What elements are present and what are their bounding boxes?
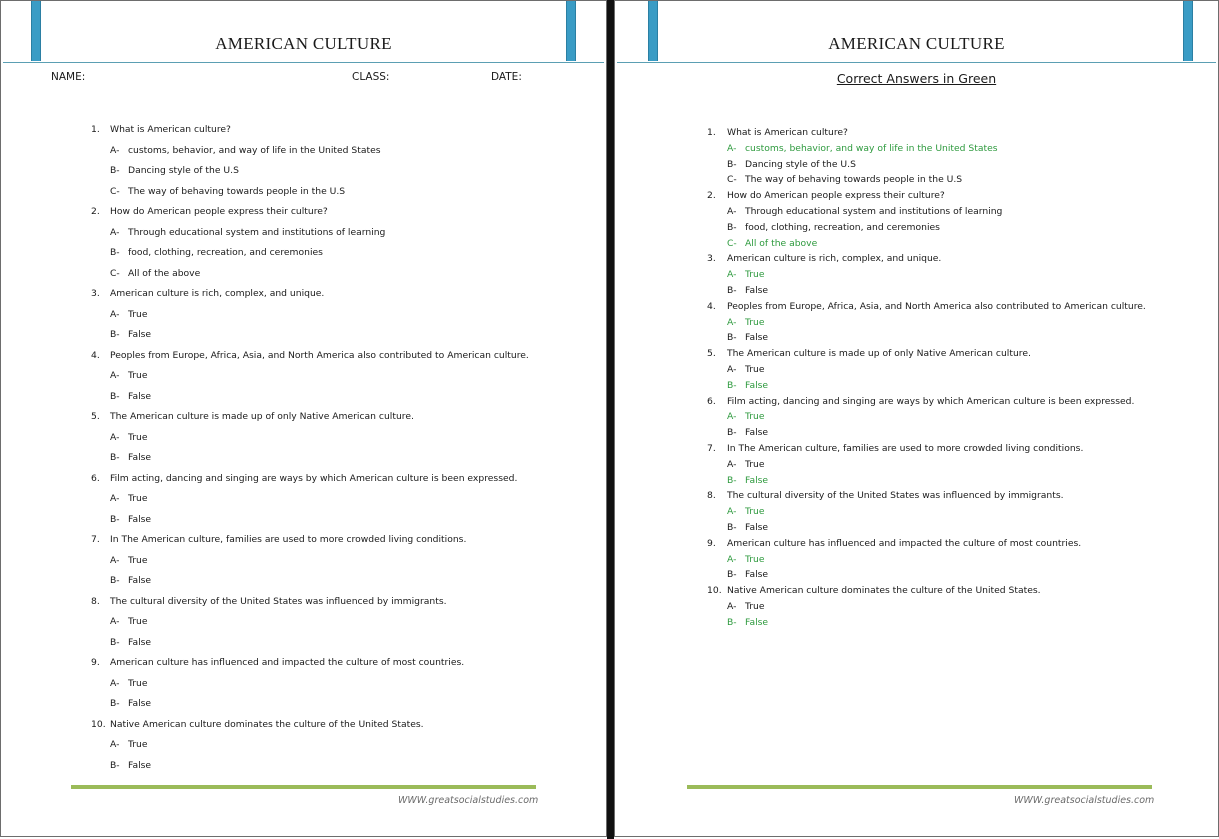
option-letter: B- — [110, 575, 120, 586]
option-letter: A- — [110, 226, 120, 238]
answer-option — [91, 391, 591, 412]
option-letter: C- — [110, 185, 120, 197]
option-text: customs, behavior, and way of life in the United States — [745, 142, 998, 154]
answer-option — [707, 364, 1207, 380]
option-text: Through educational system and institutions of learning — [128, 226, 386, 238]
option-text: True — [128, 554, 148, 566]
option-letter: A- — [727, 458, 737, 470]
question-row — [91, 657, 591, 678]
correct-answer-option — [707, 269, 1207, 285]
answer-option — [91, 760, 591, 781]
question-text: The cultural diversity of the United States was influenced by immigrants. — [727, 490, 1064, 502]
option-letter: C- — [110, 267, 120, 279]
question-number: 10. — [91, 718, 106, 730]
option-text: False — [745, 284, 769, 296]
question-number: 8. — [707, 490, 716, 502]
option-text: food, clothing, recreation, and ceremonies — [745, 221, 940, 233]
option-letter: A- — [110, 739, 120, 750]
answer-option — [91, 309, 591, 330]
question-7 — [707, 443, 1207, 490]
option-text: False — [128, 698, 152, 709]
option-letter: B- — [727, 284, 737, 296]
question-3 — [91, 288, 591, 350]
question-number: 8. — [91, 595, 100, 607]
answer-key-page — [614, 0, 1219, 837]
correct-answer-option — [707, 411, 1207, 427]
question-5 — [91, 411, 591, 473]
worksheet-title: AMERICAN CULTURE — [215, 34, 392, 53]
option-text: Dancing style of the U.S — [745, 158, 856, 170]
correct-answer-option — [707, 238, 1207, 254]
option-text: The way of behaving towards people in the U.S — [745, 174, 963, 186]
answer-option — [91, 247, 591, 268]
correct-answer-option — [707, 380, 1207, 396]
option-letter: C- — [727, 174, 737, 186]
option-letter: A- — [110, 677, 120, 689]
option-letter: B- — [727, 427, 737, 439]
answer-option — [91, 329, 591, 350]
answer-option — [91, 637, 591, 658]
option-text: False — [128, 513, 152, 525]
question-number: 5. — [91, 411, 100, 422]
option-letter: A- — [110, 308, 120, 320]
option-text: True — [128, 308, 148, 320]
question-10 — [91, 719, 591, 781]
option-letter: B- — [727, 474, 737, 486]
option-text: Through educational system and institutions of learning — [745, 205, 1003, 217]
option-text: True — [128, 677, 148, 689]
option-text: True — [745, 411, 765, 423]
option-text: True — [745, 458, 765, 470]
option-text: True — [745, 506, 765, 518]
question-5 — [707, 348, 1207, 395]
option-text: True — [128, 739, 148, 750]
question-text: What is American culture? — [110, 124, 231, 135]
option-text: True — [745, 553, 765, 565]
option-text: Dancing style of the U.S — [128, 165, 239, 176]
option-letter: B- — [110, 452, 120, 463]
question-number: 5. — [707, 348, 716, 360]
question-text: How do American people express their culture? — [110, 206, 328, 217]
question-row — [707, 190, 1207, 206]
option-letter: A- — [727, 142, 737, 154]
question-number: 7. — [91, 534, 100, 545]
option-letter: B- — [110, 247, 120, 258]
answer-option — [91, 186, 591, 207]
question-row — [707, 253, 1207, 269]
question-number: 6. — [707, 395, 716, 407]
option-letter: B- — [727, 221, 737, 233]
option-letter: A- — [727, 506, 737, 518]
correct-answer-option — [707, 617, 1207, 633]
option-letter: B- — [727, 569, 737, 581]
option-text: False — [128, 636, 152, 648]
date-label: DATE: — [491, 71, 522, 83]
answer-option — [91, 165, 591, 186]
question-number: 4. — [91, 349, 100, 361]
option-letter: A- — [110, 616, 120, 627]
question-number: 10. — [707, 585, 722, 597]
option-letter: A- — [727, 205, 737, 217]
footer-divider — [71, 785, 536, 789]
question-row — [707, 443, 1207, 459]
question-number: 1. — [91, 124, 100, 135]
question-text: Film acting, dancing and singing are ways by which American culture is been expressed. — [727, 395, 1135, 407]
answer-option — [707, 601, 1207, 617]
option-letter: B- — [110, 759, 120, 771]
question-number: 7. — [707, 442, 716, 454]
option-text: The way of behaving towards people in the U.S — [128, 185, 346, 197]
question-4 — [91, 350, 591, 412]
answer-option — [707, 522, 1207, 538]
option-letter: B- — [110, 165, 120, 176]
question-text: Peoples from Europe, Africa, Asia, and North America also contributed to American culture. — [727, 300, 1146, 312]
answer-option — [91, 698, 591, 719]
class-label: CLASS: — [352, 71, 390, 83]
answer-option — [91, 739, 591, 760]
question-number: 1. — [707, 127, 716, 138]
option-text: False — [745, 521, 769, 533]
answer-option — [707, 222, 1207, 238]
option-letter: A- — [727, 363, 737, 375]
option-letter: A- — [727, 553, 737, 565]
option-letter: C- — [727, 237, 737, 249]
question-row — [707, 585, 1207, 601]
option-letter: B- — [727, 521, 737, 533]
question-row — [91, 719, 591, 740]
option-text: False — [128, 329, 152, 340]
option-letter: B- — [110, 636, 120, 648]
question-2 — [707, 190, 1207, 253]
question-row — [707, 348, 1207, 364]
option-text: False — [745, 427, 769, 439]
worksheet-question-list — [91, 124, 591, 780]
answer-option — [91, 575, 591, 596]
option-text: True — [745, 363, 765, 375]
question-row — [91, 288, 591, 309]
answer-option — [707, 459, 1207, 475]
answer-option — [91, 493, 591, 514]
question-text: What is American culture? — [727, 127, 848, 138]
option-letter: A- — [727, 411, 737, 423]
option-letter: A- — [110, 554, 120, 566]
option-text: True — [745, 600, 765, 612]
option-text: False — [128, 759, 152, 771]
question-8 — [707, 490, 1207, 537]
option-text: All of the above — [745, 237, 818, 249]
question-text: The American culture is made up of only Native American culture. — [110, 411, 414, 422]
option-text: False — [128, 575, 152, 586]
answer-option — [707, 159, 1207, 175]
question-number: 2. — [91, 206, 100, 217]
question-6 — [707, 396, 1207, 443]
option-letter: A- — [727, 600, 737, 612]
option-text: False — [745, 332, 769, 344]
answer-option — [91, 514, 591, 535]
option-letter: B- — [727, 158, 737, 170]
option-text: True — [128, 616, 148, 627]
option-text: False — [745, 379, 769, 391]
option-letter: B- — [727, 616, 737, 628]
question-row — [91, 473, 591, 494]
question-3 — [707, 253, 1207, 300]
correct-answer-option — [707, 506, 1207, 522]
option-letter: B- — [110, 513, 120, 525]
header-divider — [617, 62, 1216, 63]
option-letter: A- — [727, 269, 737, 281]
correct-answer-option — [707, 143, 1207, 159]
option-letter: B- — [110, 698, 120, 709]
answer-option — [707, 174, 1207, 190]
question-row — [91, 411, 591, 432]
option-text: False — [745, 474, 769, 486]
question-8 — [91, 596, 591, 658]
answer-key-subtitle: Correct Answers in Green — [836, 71, 997, 86]
option-text: food, clothing, recreation, and ceremonies — [128, 247, 323, 258]
question-4 — [707, 301, 1207, 348]
answer-option — [91, 678, 591, 699]
answer-option — [707, 569, 1207, 585]
option-text: True — [745, 269, 765, 281]
footer-url: WWW.greatsocialstudies.com — [1014, 795, 1155, 806]
answer-option — [91, 432, 591, 453]
question-number: 3. — [707, 253, 716, 265]
correct-answer-option — [707, 475, 1207, 491]
question-6 — [91, 473, 591, 535]
answer-option — [91, 268, 591, 289]
answer-option — [707, 206, 1207, 222]
question-1 — [91, 124, 591, 206]
question-text: Native American culture dominates the culture of the United States. — [727, 585, 1041, 597]
question-number: 9. — [707, 537, 716, 549]
option-text: True — [745, 316, 765, 328]
option-letter: A- — [727, 316, 737, 328]
question-row — [91, 206, 591, 227]
question-row — [707, 538, 1207, 554]
question-text: The cultural diversity of the United States was influenced by immigrants. — [110, 595, 447, 607]
question-number: 9. — [91, 657, 100, 668]
correct-answer-option — [707, 317, 1207, 333]
question-row — [707, 301, 1207, 317]
footer-url: WWW.greatsocialstudies.com — [398, 795, 539, 806]
option-letter: B- — [110, 390, 120, 402]
question-text: The American culture is made up of only Native American culture. — [727, 348, 1031, 360]
option-text: customs, behavior, and way of life in the United States — [128, 144, 381, 156]
question-text: American culture has influenced and impacted the culture of most countries. — [727, 537, 1082, 549]
option-text: False — [128, 390, 152, 402]
answer-option — [91, 227, 591, 248]
question-number: 4. — [707, 300, 716, 312]
question-2 — [91, 206, 591, 288]
option-text: All of the above — [128, 267, 201, 279]
option-letter: A- — [110, 370, 120, 381]
question-7 — [91, 534, 591, 596]
answer-option — [91, 616, 591, 637]
option-text: True — [128, 370, 148, 381]
name-label: NAME: — [51, 71, 86, 83]
option-letter: B- — [727, 379, 737, 391]
question-text: American culture is rich, complex, and unique. — [727, 253, 942, 265]
question-row — [707, 127, 1207, 143]
question-number: 6. — [91, 472, 100, 484]
option-letter: A- — [110, 493, 120, 504]
question-text: Peoples from Europe, Africa, Asia, and North America also contributed to American culture. — [110, 349, 529, 361]
answer-option — [707, 285, 1207, 301]
question-text: American culture is rich, complex, and unique. — [110, 288, 325, 299]
question-9 — [91, 657, 591, 719]
answer-option — [707, 332, 1207, 348]
question-text: Native American culture dominates the culture of the United States. — [110, 718, 424, 730]
page-gutter — [607, 0, 614, 839]
option-text: True — [128, 493, 148, 504]
option-text: True — [128, 431, 148, 443]
question-text: How do American people express their culture? — [727, 190, 945, 202]
answer-key-question-list — [707, 127, 1207, 633]
question-row — [91, 596, 591, 617]
question-row — [707, 396, 1207, 412]
answer-option — [91, 452, 591, 473]
question-text: American culture has influenced and impacted the culture of most countries. — [110, 657, 465, 668]
option-letter: B- — [110, 329, 120, 340]
question-text: In The American culture, families are used to more crowded living conditions. — [110, 534, 467, 545]
question-9 — [707, 538, 1207, 585]
answer-option — [91, 145, 591, 166]
correct-answer-option — [707, 554, 1207, 570]
question-row — [91, 534, 591, 555]
question-text: Film acting, dancing and singing are ways by which American culture is been expressed. — [110, 472, 518, 484]
option-letter: A- — [110, 431, 120, 443]
answer-option — [91, 555, 591, 576]
question-10 — [707, 585, 1207, 632]
answer-key-title: AMERICAN CULTURE — [828, 34, 1005, 53]
option-letter: A- — [110, 144, 120, 156]
footer-divider — [687, 785, 1152, 789]
header-divider — [3, 62, 604, 63]
question-1 — [707, 127, 1207, 190]
question-text: In The American culture, families are used to more crowded living conditions. — [727, 442, 1084, 454]
question-number: 2. — [707, 190, 716, 202]
question-row — [91, 124, 591, 145]
option-text: False — [745, 569, 769, 581]
option-text: False — [128, 452, 152, 463]
question-number: 3. — [91, 288, 100, 299]
question-row — [91, 350, 591, 371]
answer-option — [91, 370, 591, 391]
worksheet-page — [0, 0, 607, 837]
option-text: False — [745, 616, 769, 628]
option-letter: B- — [727, 332, 737, 344]
answer-option — [707, 427, 1207, 443]
question-row — [707, 490, 1207, 506]
